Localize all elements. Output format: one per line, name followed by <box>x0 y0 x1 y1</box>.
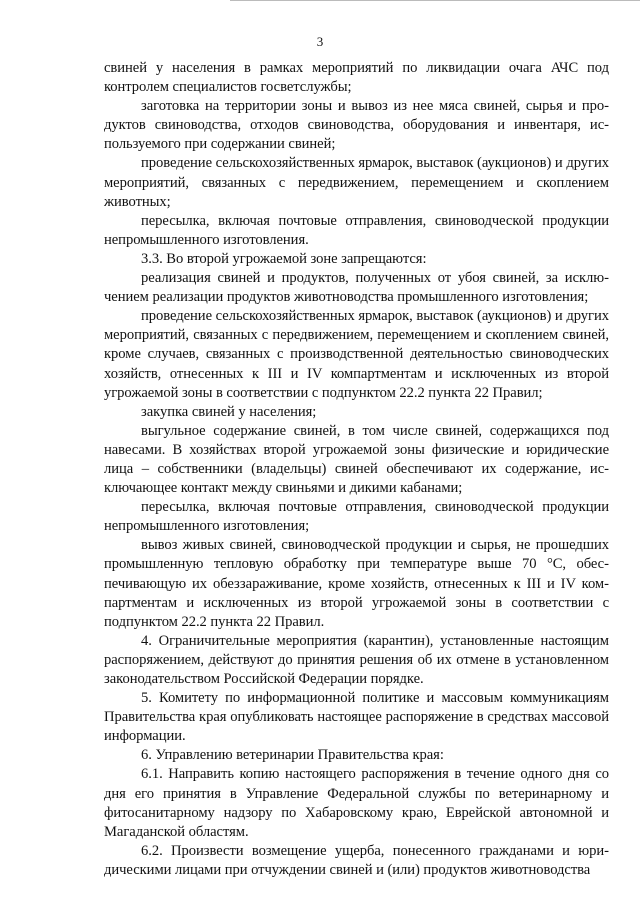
paragraph-13: 5. Комитету по информационной политике и массовым коммуникациям Правительства края опубликовать настоящее распоряжение в средствах массовой информации. <box>104 690 609 745</box>
paragraph-10: пересылка, включая почтовые отправления, свиноводческой продукции непромышленного изготовления; <box>104 499 609 535</box>
paragraph-14: 6. Управлению ветеринарии Правительства края: <box>141 747 444 764</box>
paragraph-11: вывоз живых свиней, свиноводческой продукции и сырья, не прошедших промышленную тепловую обработку при температуре выше 70 °С, обеспечивающую их обеззараживание, кроме хозяйств, отнесенных к III и IV компартментам и исключенных из второй угрожаемой зоны в соответствии с подпунктом 22.2 пункта 22 Правил. <box>104 537 609 630</box>
paragraph-2: заготовка на территории зоны и вывоз из нее мяса свиней, сырья и продуктов свиноводства, отходов свиноводства, оборудования и инвентаря, используемого при содержании свиней; <box>104 98 609 153</box>
paragraph-7: проведение сельскохозяйственных ярмарок, выставок (аукционов) и других мероприятий, связанных с передвижением, перемещением и скоплением свиней, кроме случаев, связанных с производственной деятельностью свиноводческих хозяйств, отнесенных к III и IV компартментам и исключенных из второй угрожаемой зоны в соответствии с подпунктом 22.2 пункта 22 Правил; <box>104 308 609 401</box>
paragraph-12: 4. Ограничительные мероприятия (карантин), установленные настоящим распоряжением, действуют до принятия решения об их отмене в установленном законодательством Российской Федерации порядке. <box>104 632 609 687</box>
top-edge-rule <box>230 0 640 1</box>
paragraph-1: свиней у населения в рамках мероприятий по ликвидации очага АЧС под контролем специалистов госветслужбы; <box>104 60 609 96</box>
paragraph-16: 6.2. Произвести возмещение ущерба, понесенного гражданами и юридическими лицами при отчуждении свиней и (или) продуктов животноводства <box>104 842 609 878</box>
paragraph-6: реализация свиней и продуктов, полученных от убоя свиней, за исключением реализации продуктов животноводства промышленного изготовления; <box>104 270 609 306</box>
document-body <box>104 59 609 880</box>
paragraph-3: проведение сельскохозяйственных ярмарок, выставок (аукционов) и других мероприятий, связанных с передвижением, перемещением и скоплением животных; <box>104 155 609 210</box>
page-number: 3 <box>316 34 324 49</box>
paragraph-9: выгульное содержание свиней, в том числе свиней, содержащихся под навесами. В хозяйствах второй угрожаемой зоны физические и юридические лица – собственники (владельцы) свиней обеспечивают их содержание, исключающее контакт между свиньями и дикими кабанами; <box>104 422 609 497</box>
paragraph-8: закупка свиней у населения; <box>141 403 317 420</box>
paragraph-15: 6.1. Направить копию настоящего распоряжения в течение одного дня со дня его принятия в Управление Федеральной службы по ветеринарному и фитосанитарному надзору по Хабаровскому краю, Еврейской автономной и Магаданской областям. <box>104 766 609 840</box>
paragraph-4: пересылка, включая почтовые отправления, свиноводческой продукции непромышленного изготовления. <box>104 212 609 248</box>
paragraph-5: 3.3. Во второй угрожаемой зоне запрещаются: <box>141 250 427 267</box>
